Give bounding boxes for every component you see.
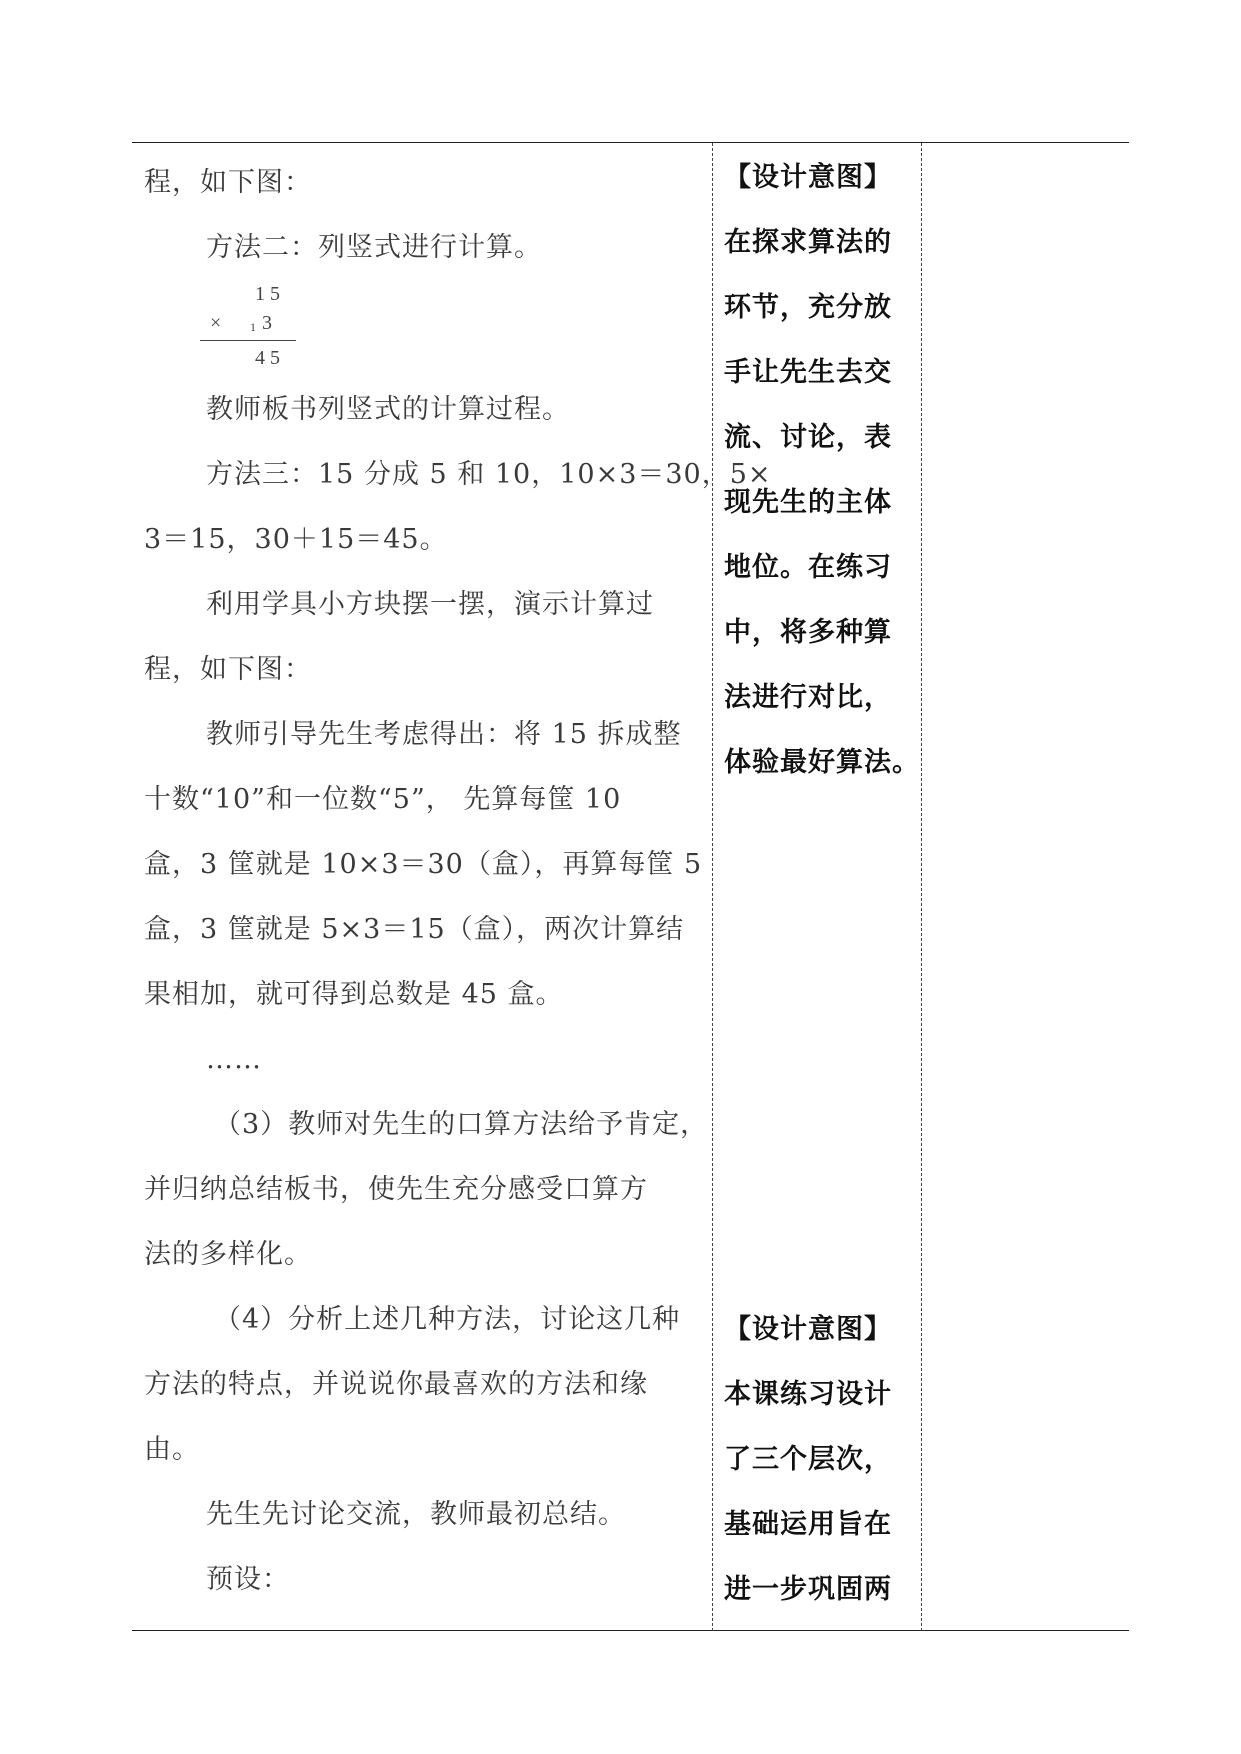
text-line: 教师引导先生考虑得出：将 15 拆成整 — [206, 719, 682, 750]
text-line: 教师板书列竖式的计算过程。 — [206, 394, 570, 425]
vertical-multiplication — [144, 280, 704, 377]
design-note-line: 中，将多种算 — [724, 617, 892, 648]
text-line: 利用学具小方块摆一摆，演示计算过 — [206, 589, 654, 620]
design-note-line: 现先生的主体 — [724, 487, 892, 518]
multiplier: 3 — [262, 312, 272, 334]
text-line: 十数“10”和一位数“5”， 先算每筐 10 — [144, 784, 622, 815]
design-note-line: 进一步巩固两 — [724, 1574, 892, 1605]
text-line: 法的多样化。 — [144, 1239, 312, 1270]
design-note-heading: 【设计意图】 — [724, 1314, 892, 1345]
design-note-line: 流、讨论，表 — [724, 422, 892, 453]
text-line: 3＝15，30＋15＝45。 — [144, 524, 448, 555]
design-note-line: 在探求算法的 — [724, 227, 892, 258]
design-note-line: 了三个层次， — [724, 1444, 892, 1475]
design-note-line: 体验最好算法。 — [724, 747, 920, 778]
text-line: 果相加，就可得到总数是 45 盒。 — [144, 979, 564, 1010]
multiply-sign: × — [210, 312, 222, 334]
text-line: （4）分析上述几种方法，讨论这几种 — [214, 1304, 681, 1335]
ellipsis: …… — [206, 1044, 262, 1075]
text-line: 方法的特点，并说说你最喜欢的方法和缘 — [144, 1369, 648, 1400]
text-line: 盒，3 筐就是 10×3＝30（盒），再算每筐 5 — [144, 849, 703, 880]
text-line: 盒，3 筐就是 5×3＝15（盒），两次计算结 — [144, 914, 685, 945]
text-line: 预设： — [206, 1564, 290, 1595]
text-line: 先生先讨论交流，教师最初总结。 — [206, 1499, 626, 1530]
design-note-line: 手让先生去交 — [724, 357, 892, 388]
text-line: 方法二：列竖式进行计算。 — [206, 232, 542, 263]
text-line: 并归纳总结板书，使先生充分感受口算方 — [144, 1174, 648, 1205]
design-note-2 — [724, 1297, 924, 1622]
carry-digit: 1 — [250, 320, 256, 334]
design-note-line: 地位。在练习 — [724, 552, 892, 583]
text-line: 程，如下图： — [144, 167, 312, 198]
text-line: 方法三：15 分成 5 和 10，10×3＝30，5× — [206, 459, 772, 490]
column-divider-left — [712, 143, 713, 1631]
text-line: （3）教师对先生的口算方法给予肯定， — [214, 1109, 709, 1140]
design-note-line: 基础运用旨在 — [724, 1509, 892, 1540]
design-note-line: 法进行对比， — [724, 682, 892, 713]
text-line: 由。 — [144, 1434, 200, 1465]
multiplicand: 1 5 — [255, 283, 280, 305]
table-top-border — [132, 142, 1129, 143]
table-bottom-border — [132, 1630, 1129, 1631]
product: 4 5 — [255, 347, 280, 369]
text-line: 程，如下图： — [144, 654, 312, 685]
design-note-1 — [724, 145, 924, 795]
design-note-line: 环节，充分放 — [724, 292, 892, 323]
teaching-process-column — [144, 150, 772, 1612]
calc-underline — [200, 340, 296, 341]
design-note-line: 本课练习设计 — [724, 1379, 892, 1410]
design-note-heading: 【设计意图】 — [724, 162, 892, 193]
multiplier-row — [200, 311, 290, 335]
